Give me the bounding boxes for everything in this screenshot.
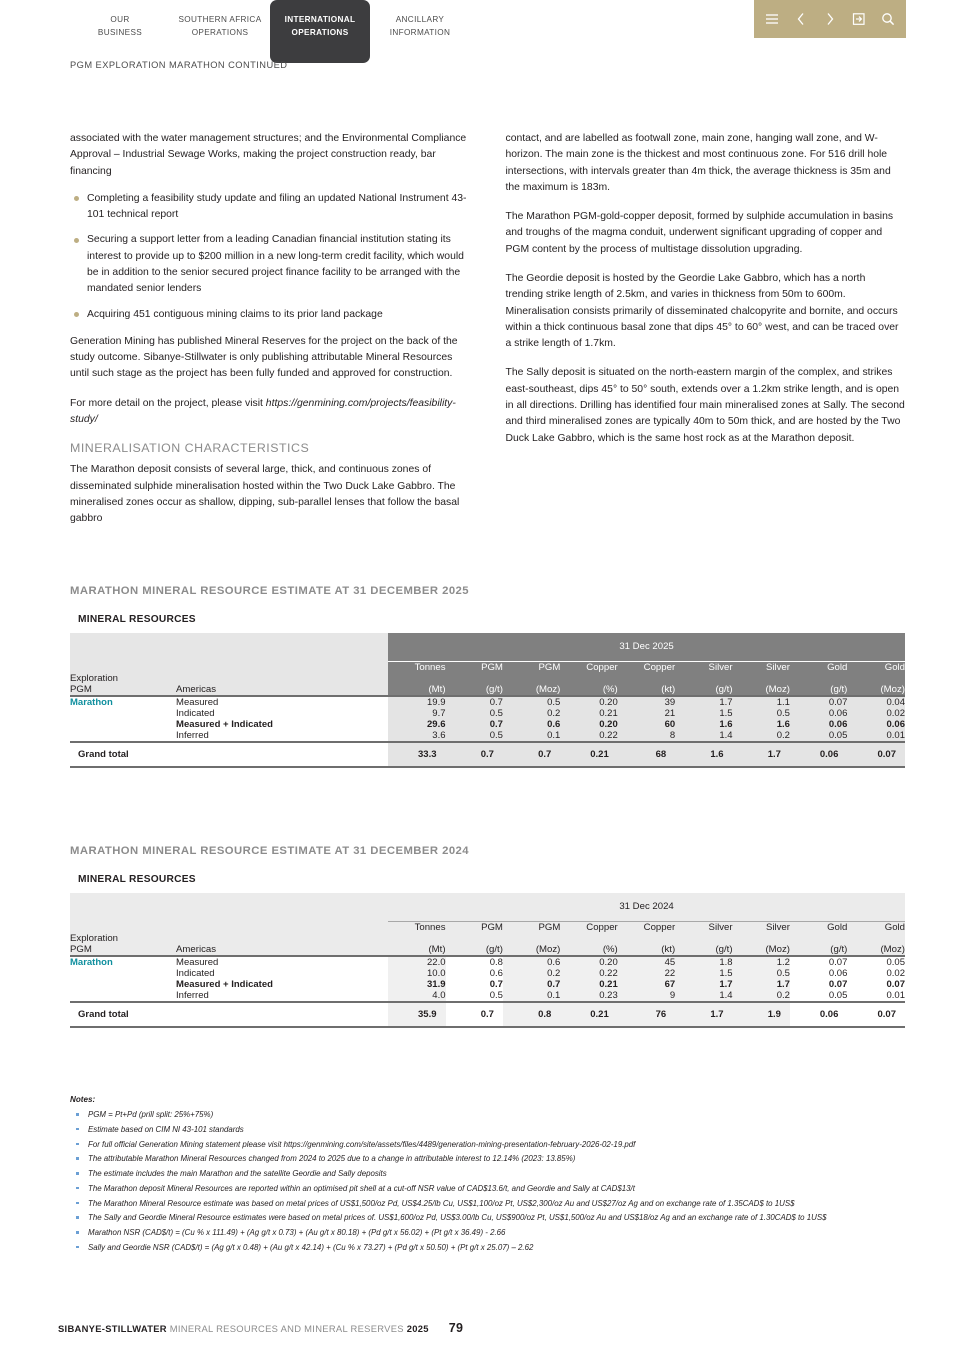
data-cell: 0.2 xyxy=(733,990,790,1002)
column-header-spacer xyxy=(388,933,445,944)
table-2024-body xyxy=(70,956,905,1027)
table-2025-label-unit-row xyxy=(70,684,905,696)
grand-total-cell: 76 xyxy=(618,1002,675,1027)
column-header-name: PGM xyxy=(503,661,560,673)
nav-tab-our[interactable] xyxy=(70,0,170,55)
grand-total-cell: 0.07 xyxy=(847,1002,905,1027)
period-header-2024: 31 Dec 2024 xyxy=(388,893,905,921)
exploration-label-row xyxy=(70,933,905,944)
grand-total-cell: 0.8 xyxy=(503,1002,560,1027)
list-item: Acquiring 451 contiguous mining claims to its prior land package xyxy=(70,307,470,323)
table-2025-period-row xyxy=(70,633,905,661)
footer-brand: SIBANYE-STILLWATER xyxy=(58,1323,167,1334)
grand-total-cell: 1.7 xyxy=(675,1002,732,1027)
data-cell: 1.5 xyxy=(675,968,732,979)
corner-label-region: Americas xyxy=(176,944,388,956)
corner-cell-empty-right xyxy=(176,633,388,673)
data-cell: 0.06 xyxy=(790,719,847,730)
column-header-name: PGM xyxy=(503,921,560,933)
deposit-name-marathon[interactable]: Marathon xyxy=(70,696,113,708)
resource-table-2024-block xyxy=(70,845,905,1028)
intro-paragraph: associated with the water management structures; and the Environmental Compliance Approval – Industrial Sewage Works, making the project construction ready, bar financing xyxy=(70,133,467,177)
table-row xyxy=(70,719,905,730)
data-cell: 0.05 xyxy=(847,956,905,968)
period-header-2025: 31 Dec 2025 xyxy=(388,633,905,661)
deposit-name-cell xyxy=(70,990,176,1002)
corner-label-pgm: PGM xyxy=(70,684,176,696)
grand-total-cell: 1.6 xyxy=(675,742,732,767)
resource-category-cell: Measured + Indicated xyxy=(176,978,273,990)
column-header-unit: (Moz) xyxy=(503,944,560,956)
column-header-name: Silver xyxy=(733,921,790,933)
table-2024-label-unit-row xyxy=(70,944,905,956)
deposit-name-marathon[interactable]: Marathon xyxy=(70,956,113,968)
corner-label-region: Americas xyxy=(176,684,388,696)
note-item: Estimate based on CIM NI 43-101 standards xyxy=(70,1124,915,1135)
deposit-name-cell xyxy=(70,719,176,730)
data-cell: 0.6 xyxy=(489,967,503,979)
data-cell: 0.04 xyxy=(847,696,905,708)
data-cell: 1.2 xyxy=(733,956,790,968)
column-header-spacer xyxy=(675,673,732,684)
generation-mining-paragraph: Generation Mining has published Mineral Reserves for the project on the back of the study outcome. Sibanye-Stillwater is only publishing attributable Mineral Resources until such stage as the project has been fully funded and approved for construction. xyxy=(70,335,458,380)
data-cell: 0.2 xyxy=(503,708,560,719)
search-icon[interactable] xyxy=(880,11,896,27)
data-cell: 9 xyxy=(618,990,675,1002)
nav-tab-line2: INFORMATION xyxy=(389,27,451,37)
note-item: Marathon NSR (CAD$/t) = (Cu % x 111.49) + (Ag g/t x 0.73) + (Au g/t x 80.18) + (Pd g/t x 56.02) + (Pt g/t x 36.49) - 2.66 xyxy=(70,1227,915,1238)
column-header-unit: (kt) xyxy=(618,944,675,956)
data-cell: 3.6 xyxy=(388,730,445,742)
data-cell: 22 xyxy=(618,968,675,979)
more-detail-paragraph xyxy=(70,396,470,429)
data-cell: 0.2 xyxy=(503,968,560,979)
data-cell: 1.6 xyxy=(675,719,732,730)
grand-total-blank xyxy=(176,1002,388,1027)
data-cell: 0.23 xyxy=(560,990,617,1002)
column-header-spacer xyxy=(618,933,675,944)
column-header-spacer xyxy=(503,673,560,684)
data-cell: 67 xyxy=(618,979,675,990)
deposit-name-cell xyxy=(70,979,176,990)
data-cell: 1.6 xyxy=(733,719,790,730)
table-2024-title: MARATHON MINERAL RESOURCE ESTIMATE AT 31 DECEMBER 2024 xyxy=(70,845,470,857)
column-header-name: Copper xyxy=(618,921,675,933)
column-header-name: PGM xyxy=(446,661,503,673)
left-column xyxy=(70,131,470,540)
column-header-name: Gold xyxy=(790,921,847,933)
data-cell: 1.1 xyxy=(733,696,790,708)
column-header-name: Gold xyxy=(790,661,847,673)
grand-total-cell: 35.9 xyxy=(388,1002,445,1027)
data-cell: 39 xyxy=(618,696,675,708)
grand-total-label: Grand total xyxy=(70,742,176,767)
grand-total-cell: 0.7 xyxy=(446,1002,503,1027)
nav-tab-southern-africa[interactable] xyxy=(170,0,270,55)
data-cell: 0.1 xyxy=(503,730,560,742)
corner-label-pgm: PGM xyxy=(70,944,176,956)
notes-list xyxy=(70,1109,915,1253)
table-2025-body xyxy=(70,696,905,767)
mineral-resource-table-2024 xyxy=(70,893,905,1028)
corner-cell-empty-right xyxy=(176,893,388,933)
table-row xyxy=(70,696,905,708)
data-cell: 60 xyxy=(618,719,675,730)
data-cell: 0.22 xyxy=(560,730,617,742)
sally-deposit-paragraph: The Sally deposit is situated on the north-eastern margin of the complex, and strikes east-southeast, dips 45° to 50° south, extends over a 1.2km strike length, and is open in all directions. Drilling has identified four main mineralised zones at Sally. The second and third mineralised zones are typically 40m to 50m thick, and are hosted by the Two Duck Lake Gabbro, which is the same host rock as at the Marathon deposit. xyxy=(505,367,905,444)
data-cell: 1.4 xyxy=(675,990,732,1002)
column-header-spacer xyxy=(560,933,617,944)
column-header-unit: (Moz) xyxy=(733,944,790,956)
nav-tab-line1: INTERNATIONAL xyxy=(284,15,356,24)
column-header-unit: (Moz) xyxy=(733,684,790,696)
data-cell: 0.01 xyxy=(847,730,905,742)
data-cell: 45 xyxy=(618,956,675,968)
grand-total-cell: 1.7 xyxy=(733,742,790,767)
grand-total-cell: 0.06 xyxy=(790,1002,847,1027)
data-cell: 0.20 xyxy=(560,956,617,968)
data-cell: 1.5 xyxy=(675,708,732,719)
column-header-name: Silver xyxy=(675,921,732,933)
data-cell: 22.0 xyxy=(388,956,445,968)
data-cell: 1.7 xyxy=(733,979,790,990)
chevron-left-icon[interactable] xyxy=(793,11,809,27)
data-cell: 0.6 xyxy=(503,956,560,968)
table-2024-subtitle: MINERAL RESOURCES xyxy=(78,874,196,885)
data-cell: 0.5 xyxy=(489,989,503,1001)
resource-category-cell: Measured + Indicated xyxy=(176,718,273,730)
data-cell: 0.7 xyxy=(489,978,503,990)
right-column xyxy=(506,131,906,540)
data-cell: 29.6 xyxy=(388,719,445,730)
data-cell: 0.6 xyxy=(503,719,560,730)
data-cell: 0.20 xyxy=(560,719,617,730)
data-cell: 0.7 xyxy=(446,719,503,730)
data-cell: 0.07 xyxy=(790,956,847,968)
data-cell: 0.20 xyxy=(560,696,617,708)
data-cell: 0.21 xyxy=(560,708,617,719)
data-cell: 0.07 xyxy=(886,978,905,990)
column-header-name: Tonnes xyxy=(388,921,445,933)
column-header-name: Copper xyxy=(560,661,617,673)
data-cell: 10.0 xyxy=(388,968,445,979)
column-header-spacer xyxy=(675,933,732,944)
nav-tab-line1: ANCILLARY xyxy=(395,15,445,24)
notes-title: Notes: xyxy=(70,1095,96,1104)
grand-total-cell: 0.21 xyxy=(560,742,617,767)
note-item: PGM = Pt+Pd (prill split: 25%+75%) xyxy=(70,1109,915,1120)
nav-tab-international[interactable] xyxy=(270,0,370,63)
list-item: Securing a support letter from a leading Canadian financial institution stating its interest to provide up to $200 million in a new long-term credit facility, which would be in addition to the senior secured project finance facility to be arranged with the mandated senior lenders xyxy=(70,232,470,297)
table-2025-head xyxy=(70,633,905,696)
toolbar-icon-bar xyxy=(754,0,906,38)
column-header-unit: (%) xyxy=(560,944,617,956)
corner-cell-blank xyxy=(176,933,388,944)
grand-total-cell: 0.06 xyxy=(790,742,847,767)
table-2024-period-row xyxy=(70,893,905,921)
nav-tab-line2: OPERATIONS xyxy=(191,27,249,37)
column-header-name: Silver xyxy=(675,661,732,673)
column-header-spacer xyxy=(618,673,675,684)
grand-total-row xyxy=(70,742,905,767)
data-cell: 0.02 xyxy=(886,967,905,979)
data-cell: 9.7 xyxy=(388,708,445,719)
deposit-name-cell xyxy=(70,968,176,979)
resource-category-cell: Indicated xyxy=(176,707,215,719)
menu-icon[interactable] xyxy=(764,11,780,27)
data-cell: 31.9 xyxy=(388,979,445,990)
bullet-list xyxy=(70,191,470,323)
resource-table-2025-block xyxy=(70,585,905,768)
corner-label-exploration: Exploration xyxy=(70,673,176,684)
column-header-spacer xyxy=(446,673,503,684)
data-cell: 0.5 xyxy=(503,696,560,708)
nav-tab-ancillary[interactable] xyxy=(370,0,470,55)
table-2025-subtitle: MINERAL RESOURCES xyxy=(78,614,196,625)
data-cell: 0.06 xyxy=(847,719,905,730)
data-cell: 1.7 xyxy=(675,696,732,708)
nav-tab-line1: SOUTHERN AFRICA xyxy=(178,15,262,24)
grand-total-cell: 0.7 xyxy=(503,742,560,767)
deposit-name-cell xyxy=(70,708,176,719)
resource-category-cell: Indicated xyxy=(176,967,215,979)
data-cell: 0.2 xyxy=(733,730,790,742)
feasibility-study-link[interactable]: https://genmining.com/projects/feasibility-study/ xyxy=(70,397,456,425)
grand-total-label: Grand total xyxy=(70,1002,176,1027)
table-2025-title: MARATHON MINERAL RESOURCE ESTIMATE AT 31 DECEMBER 2025 xyxy=(70,585,470,597)
data-cell: 0.7 xyxy=(446,696,503,708)
table-2024-head xyxy=(70,893,905,956)
column-header-spacer xyxy=(388,673,445,684)
footer-year: 2025 xyxy=(406,1323,429,1334)
data-cell: 0.07 xyxy=(790,696,847,708)
notes-section xyxy=(70,1095,915,1257)
data-cell: 21 xyxy=(618,708,675,719)
column-header-spacer xyxy=(446,933,503,944)
nav-tab-line1: OUR xyxy=(110,15,130,24)
data-cell: 4.0 xyxy=(388,990,445,1002)
grand-total-cell: 33.3 xyxy=(388,742,445,767)
list-item: Completing a feasibility study update and filing an updated National Instrument 43-101 technical report xyxy=(70,191,470,224)
data-cell: 0.21 xyxy=(560,979,617,990)
column-header-unit: (%) xyxy=(560,684,617,696)
resource-category-cell: Measured xyxy=(176,696,388,708)
table-row xyxy=(70,956,905,968)
grand-total-cell: 0.21 xyxy=(560,1002,617,1027)
column-header-unit: (g/t) xyxy=(675,944,732,956)
deposit-name-cell xyxy=(70,730,176,742)
note-item: Sally and Geordie NSR (CAD$/t) = (Ag g/t x 0.48) + (Au g/t x 42.14) + (Cu % x 73.27) + (Pd g/t x 50.50) + (Pt g/t x 25.07) – 2.62 xyxy=(70,1242,915,1253)
nav-tab-line2: BUSINESS xyxy=(97,27,143,37)
corner-label-exploration: Exploration xyxy=(70,933,176,944)
data-cell: 1.7 xyxy=(675,979,732,990)
data-cell: 0.06 xyxy=(790,708,847,719)
data-cell: 0.02 xyxy=(847,708,905,719)
column-header-spacer xyxy=(790,933,847,944)
note-item: The attributable Marathon Mineral Resources changed from 2024 to 2025 due to a change in attributable interest to 12.14% (2023: 13.85%) xyxy=(70,1153,915,1164)
note-item: The Marathon deposit Mineral Resources are reported within an optimised pit shell at a cut-off NSR value of CAD$13.6/t, and Geordie and Sally at CAD$13/t xyxy=(70,1183,915,1194)
column-header-unit: (g/t) xyxy=(446,944,503,956)
section-heading-mineralisation: MINERALISATION CHARACTERISTICS xyxy=(70,441,310,456)
data-cell: 0.1 xyxy=(503,990,560,1002)
column-header-spacer xyxy=(560,673,617,684)
grand-total-cell: 0.07 xyxy=(847,742,905,767)
data-cell: 1.8 xyxy=(675,956,732,968)
column-header-spacer xyxy=(847,933,905,944)
grand-total-cell: 68 xyxy=(618,742,675,767)
data-cell: 0.22 xyxy=(560,968,617,979)
more-detail-prefix: For more detail on the project, please visit xyxy=(70,397,266,409)
table-row xyxy=(70,730,905,742)
chevron-right-icon[interactable] xyxy=(822,11,838,27)
body-columns xyxy=(70,131,905,540)
mineralisation-paragraph: The Marathon deposit consists of several large, thick, and continuous zones of disseminated sulphide mineralisation hosted within the Two Duck Lake Gabbro. The mineralised zones occur as shallow, dipping, sub-parallel lenses that follow the basal gabbro xyxy=(70,464,460,525)
note-item: The estimate includes the main Marathon and the satellite Geordie and Sally deposits xyxy=(70,1168,915,1179)
contact-paragraph: contact, and are labelled as footwall zone, main zone, hanging wall zone, and W-horizon. The main zone is the thickest and most continuous zone. For 516 drill hole intersections, with intervals greater than 4m thick, the average thickness is 35m and the maximum is 183m. xyxy=(505,133,891,193)
note-item: For full official Generation Mining statement please visit https://genmining.com/site/assets/files/4489/generation-mining-presentation-february-2026-02-19.pdf xyxy=(70,1139,915,1150)
data-cell: 0.8 xyxy=(446,956,503,968)
column-header-spacer xyxy=(847,673,905,684)
column-header-unit: (Moz) xyxy=(847,684,905,696)
page-footer xyxy=(58,1321,463,1335)
data-cell: 0.07 xyxy=(828,978,848,990)
data-cell: 0.5 xyxy=(733,968,790,979)
column-header-unit: (kt) xyxy=(618,684,675,696)
corner-cell-blank xyxy=(176,673,388,684)
column-header-name: Tonnes xyxy=(388,661,445,673)
grand-total-cell: 1.9 xyxy=(733,1002,790,1027)
column-header-spacer xyxy=(503,933,560,944)
nav-tab-group xyxy=(70,0,470,63)
column-header-unit: (g/t) xyxy=(675,684,732,696)
table-row xyxy=(70,708,905,719)
column-header-unit: (g/t) xyxy=(446,684,503,696)
deposit-name-cell xyxy=(70,696,176,708)
data-cell: 0.05 xyxy=(790,730,847,742)
column-header-spacer xyxy=(733,933,790,944)
exit-icon[interactable] xyxy=(851,11,867,27)
top-navigation-bar xyxy=(0,0,965,58)
resource-category-cell: Inferred xyxy=(176,729,209,741)
data-cell: 0.5 xyxy=(733,708,790,719)
note-item: The Sally and Geordie Mineral Resource estimates were based on metal prices of. US$1,600/oz Pd, US$3.00/lb Cu, US$900/oz Pt, US$1,500/oz Au and US$18/oz Ag and an exchange rate of 1.30CAD$ to 1US$ xyxy=(70,1212,915,1223)
column-header-unit: (g/t) xyxy=(790,684,847,696)
column-header-unit: (g/t) xyxy=(790,944,847,956)
table-row xyxy=(70,968,905,979)
column-header-unit: (Moz) xyxy=(847,944,905,956)
footer-middle: MINERAL RESOURCES AND MINERAL RESERVES xyxy=(169,1323,404,1334)
marathon-deposit-paragraph: The Marathon PGM-gold-copper deposit, formed by sulphide accumulation in basins and troughs of the magma conduit, underwent significant upgrading of copper and PGM content by the process of multistage dissolution upgrading. xyxy=(505,211,894,255)
column-header-name: Gold xyxy=(847,921,905,933)
column-header-name: Gold xyxy=(847,661,905,673)
running-head: PGM EXPLORATION MARATHON CONTINUED xyxy=(70,60,288,70)
column-header-spacer xyxy=(790,673,847,684)
deposit-name-cell xyxy=(70,956,176,968)
table-row xyxy=(70,990,905,1002)
data-cell: 0.06 xyxy=(828,967,848,979)
column-header-spacer xyxy=(733,673,790,684)
note-item: The Marathon Mineral Resource estimate was based on metal prices of US$1,500/oz Pd, US$4.25/lb Cu, US$1,100/oz Pt, US$2,300/oz Au and US$27/oz Ag and on exchange rate of 1.35CAD$ to 1US$ xyxy=(70,1198,915,1209)
data-cell: 0.7 xyxy=(503,979,560,990)
data-cell: 19.9 xyxy=(388,696,445,708)
table-row xyxy=(70,979,905,990)
data-cell: 0.5 xyxy=(446,708,503,719)
column-header-name: Silver xyxy=(733,661,790,673)
exploration-label-row xyxy=(70,673,905,684)
column-header-name: PGM xyxy=(446,921,503,933)
column-header-name: Copper xyxy=(560,921,617,933)
grand-total-row xyxy=(70,1002,905,1027)
column-header-unit: (Mt) xyxy=(388,684,445,696)
grand-total-cell: 0.7 xyxy=(446,742,503,767)
resource-category-cell: Inferred xyxy=(176,989,209,1001)
nav-tab-line2: OPERATIONS xyxy=(291,27,349,37)
grand-total-blank xyxy=(176,742,388,767)
column-header-unit: (Moz) xyxy=(503,684,560,696)
geordie-deposit-paragraph: The Geordie deposit is hosted by the Geordie Lake Gabbro, which has a north trending strike length of 2.5km, and varies in thickness from 50m to 600m. Mineralisation consists primarily of disseminated chalcopyrite and bornite, and occurs within a thick continuous basal zone that dips 45° to 60° west, and can be traced over a strike length of 1.7km. xyxy=(505,272,899,350)
footer-page-number: 79 xyxy=(448,1321,464,1335)
data-cell: 8 xyxy=(618,730,675,742)
column-header-unit: (Mt) xyxy=(388,944,445,956)
data-cell: 0.01 xyxy=(886,989,905,1001)
corner-cell-empty-left xyxy=(70,893,176,933)
data-cell: 0.05 xyxy=(828,989,848,1001)
mineral-resource-table-2025 xyxy=(70,633,905,768)
column-header-name: Copper xyxy=(618,661,675,673)
corner-cell-empty-left xyxy=(70,633,176,673)
data-cell: 0.5 xyxy=(446,730,503,742)
resource-category-cell: Measured xyxy=(176,956,388,968)
data-cell: 1.4 xyxy=(675,730,732,742)
